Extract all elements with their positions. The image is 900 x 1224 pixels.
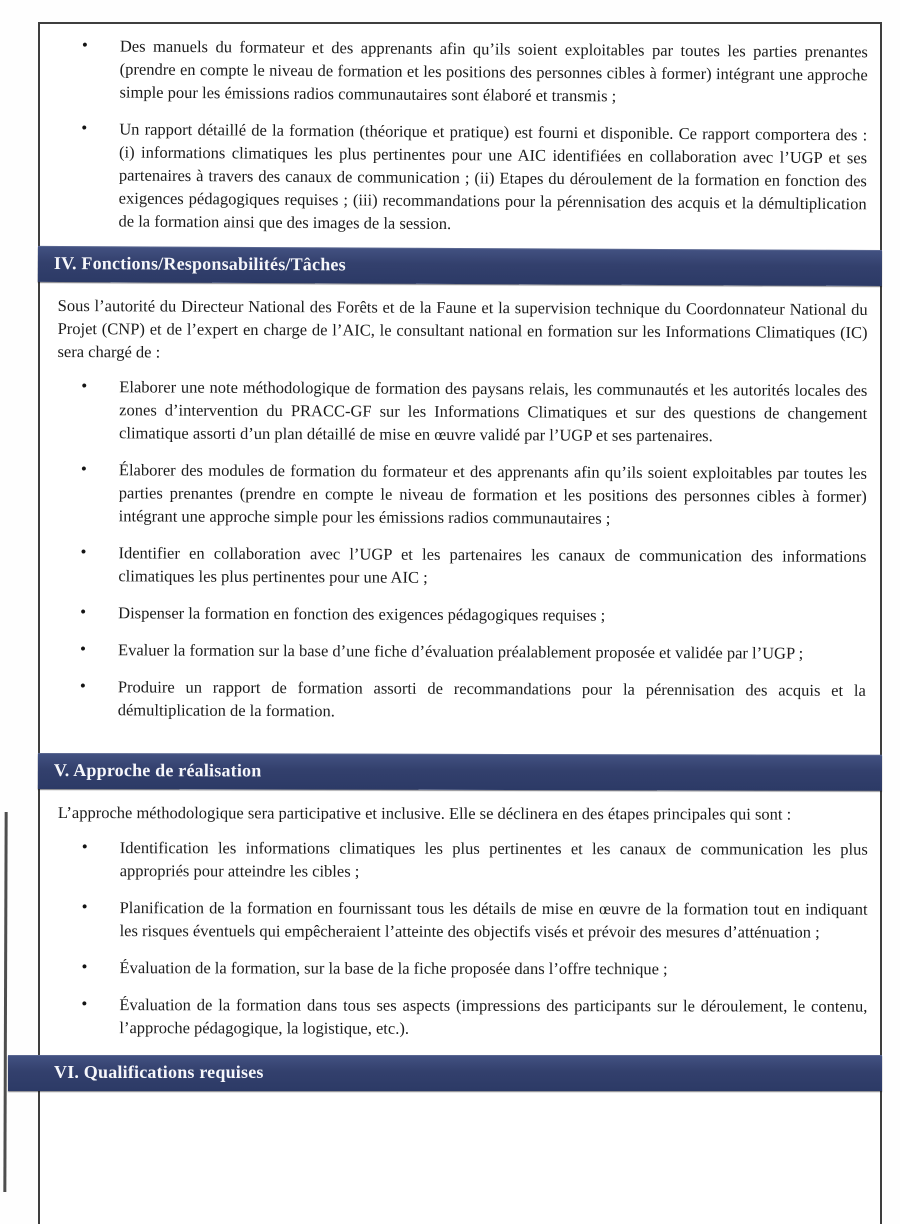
bullet-text: Elaborer une note méthodologique de formation des paysans relais, les communautés et les autorités locales des zones d’intervention du PRACC-GF sur les Informations Climatiques et sur des questions de changement climatique assorti d’un plan détaillé de mise en œuvre validé par l’UGP et ses partenaires. bbox=[119, 377, 868, 446]
bullet-icon: • bbox=[81, 957, 88, 977]
section-iv-bullet-list bbox=[56, 375, 868, 725]
bullet-text: Évaluation de la formation dans tous ses aspects (impressions des participants sur le déroulement, le contenu, l’approche pédagogique, la logistique, etc.). bbox=[119, 995, 868, 1038]
scan-artifact-line bbox=[3, 812, 7, 1192]
bullet-text: Planification de la formation en fournissant tous les détails de mise en œuvre de la formation tout en indiquant les risques éventuels qui empêcheraient l’atteinte des objectifs visés et prévoir des mesures d’atténuation ; bbox=[119, 898, 868, 942]
list-item bbox=[56, 541, 866, 591]
bullet-text: Un rapport détaillé de la formation (théorique et pratique) est fourni et disponible. Ce rapport comportera des : (i) informations climatiques les plus pertinentes pour une AIC identifiées en collaboration avec l’UGP et ses partenaires à travers des canaux de communication ; (ii) Etapes du déroulement de la formation en fonction des exigences pédagogiques requises ; (iii) recommandations pour la pérennisation des acquis et la démultiplication de la formation ainsi que des images de la session. bbox=[118, 119, 868, 234]
list-item bbox=[58, 836, 868, 884]
section-header-bar-iv bbox=[38, 246, 882, 286]
list-item bbox=[58, 896, 868, 944]
preamble-block bbox=[56, 34, 868, 238]
bullet-icon: • bbox=[80, 542, 87, 562]
section-vi bbox=[54, 1055, 868, 1091]
list-item bbox=[56, 638, 866, 665]
section-title: V. Approche de réalisation bbox=[53, 759, 262, 781]
list-item bbox=[57, 993, 867, 1041]
bullet-text: Évaluation de la formation, sur la base de la fiche proposée dans l’offre technique ; bbox=[119, 958, 668, 979]
list-item bbox=[56, 117, 867, 238]
section-intro-paragraph: L’approche méthodologique sera participative et inclusive. Elle se déclinera en des étapes principales qui sont : bbox=[57, 802, 792, 824]
bullet-text: Evaluer la formation sur la base d’une fiche d’évaluation préalablement proposée et validée par l’UGP ; bbox=[117, 640, 804, 663]
document-border-frame bbox=[38, 22, 882, 1224]
bullet-icon: • bbox=[81, 35, 88, 55]
spacer bbox=[58, 735, 868, 739]
bullet-icon: • bbox=[79, 639, 87, 659]
bullet-icon: • bbox=[81, 994, 88, 1014]
preamble-bullet-list bbox=[56, 34, 868, 238]
bullet-icon: • bbox=[80, 459, 87, 479]
list-item bbox=[56, 601, 866, 628]
section-v bbox=[53, 735, 868, 1041]
section-title: IV. Fonctions/Responsabilités/Tâches bbox=[53, 252, 346, 275]
list-item bbox=[57, 34, 868, 109]
bullet-icon: • bbox=[81, 376, 88, 396]
bullet-icon: • bbox=[81, 837, 88, 857]
section-v-bullet-list bbox=[57, 836, 867, 1041]
section-header-bar-v bbox=[38, 753, 882, 791]
bullet-text: Produire un rapport de formation assorti de recommandations pour la pérennisation des acquis et la démultiplication de la formation. bbox=[117, 677, 866, 721]
bullet-text: Élaborer des modules de formation du formateur et des apprenants afin qu’ils soient exploitables par toutes les parties prenantes (prendre en compte le niveau de formation et les positions des personnes cibles à former) intégrant une approche simple pour les émissions radios communautaires ; bbox=[118, 460, 867, 528]
bullet-text: Identification les informations climatiques les plus pertinentes et les canaux de communication les plus appropriés pour atteindre les cibles ; bbox=[119, 838, 868, 881]
bullet-text: Identifier en collaboration avec l’UGP et les partenaires les canaux de communication des informations climatiques les plus pertinentes pour une AIC ; bbox=[118, 543, 867, 587]
section-iv bbox=[53, 246, 868, 725]
section-header-bar-vi bbox=[8, 1055, 882, 1091]
bullet-text: Dispenser la formation en fonction des exigences pédagogiques requises ; bbox=[118, 603, 606, 625]
bullet-text: Des manuels du formateur et des apprenants afin qu’ils soient exploitables par toutes les parties prenantes (prendre en compte le niveau de formation et les positions des personnes cibles à former) intégrant une approche simple pour les émissions radios communautaires sont élaboré et transmis ; bbox=[119, 36, 868, 106]
bullet-icon: • bbox=[80, 602, 87, 622]
bullet-icon: • bbox=[81, 897, 88, 917]
list-item bbox=[56, 675, 866, 725]
section-intro-paragraph: Sous l’autorité du Directeur National des Forêts et de la Faune et la supervision technique du Coordonnateur National du Projet (CNP) et de l’expert en charge de l’AIC, le consultant national en formation sur les Informations Climatiques (IC) sera chargé de : bbox=[57, 295, 868, 362]
list-item bbox=[57, 458, 867, 531]
bullet-icon: • bbox=[79, 676, 86, 696]
list-item bbox=[57, 956, 867, 981]
list-item bbox=[57, 375, 867, 448]
bullet-icon: • bbox=[81, 118, 88, 138]
section-title: VI. Qualifications requises bbox=[54, 1062, 264, 1082]
